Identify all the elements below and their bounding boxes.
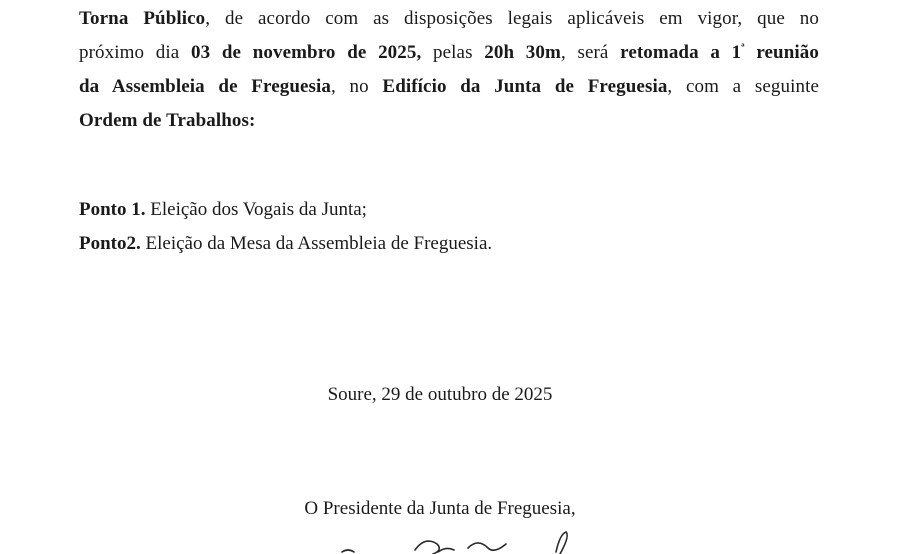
agenda-list <box>79 193 492 261</box>
announcement-paragraph <box>79 2 819 138</box>
place-date: Soure, 29 de outubro de 2025 <box>327 384 553 405</box>
agenda-heading: Ordem de Trabalhos: <box>79 110 256 131</box>
meeting-date: 03 de novembro de 2025, <box>190 42 422 63</box>
agenda-item-text: Eleição da Mesa da Assembleia de Freguesia. <box>140 233 493 254</box>
meeting-action <box>620 42 819 63</box>
announcement-lead: Torna Público <box>79 8 206 29</box>
signatory-title: O Presidente da Junta de Freguesia, <box>304 498 576 519</box>
announcement-line-4 <box>79 104 819 138</box>
announcement-line-1-text: , de acordo com as disposições legais aplicáveis em vigor, que no <box>205 8 819 29</box>
assembly-name: da Assembleia de Freguesia <box>79 76 331 97</box>
announcement-line-3-mid: , no <box>331 76 383 97</box>
announcement-line-2 <box>79 36 819 70</box>
meeting-venue: Edifício da Junta de Freguesia <box>382 76 668 97</box>
agenda-item-label: Ponto2. <box>79 233 141 254</box>
announcement-line-3 <box>79 70 819 104</box>
announcement-line-1 <box>79 2 819 36</box>
meeting-time: 20h 30m <box>484 42 561 63</box>
announcement-line-2-mid2: , será <box>560 42 621 63</box>
agenda-item-text: Eleição dos Vogais da Junta; <box>145 199 367 220</box>
handwritten-signature <box>320 530 580 554</box>
agenda-item <box>79 227 492 261</box>
announcement-line-2-prefix: próximo dia <box>79 42 191 63</box>
agenda-item-label: Ponto 1. <box>79 199 146 220</box>
meeting-action-text: retomada a 1 <box>620 42 742 63</box>
meeting-action-end: reunião <box>744 42 819 63</box>
ordinal-indicator: ª <box>741 41 745 54</box>
agenda-item <box>79 193 492 227</box>
announcement-line-2-mid1: pelas <box>421 42 485 63</box>
announcement-line-3-rest: , com a seguinte <box>667 76 819 97</box>
